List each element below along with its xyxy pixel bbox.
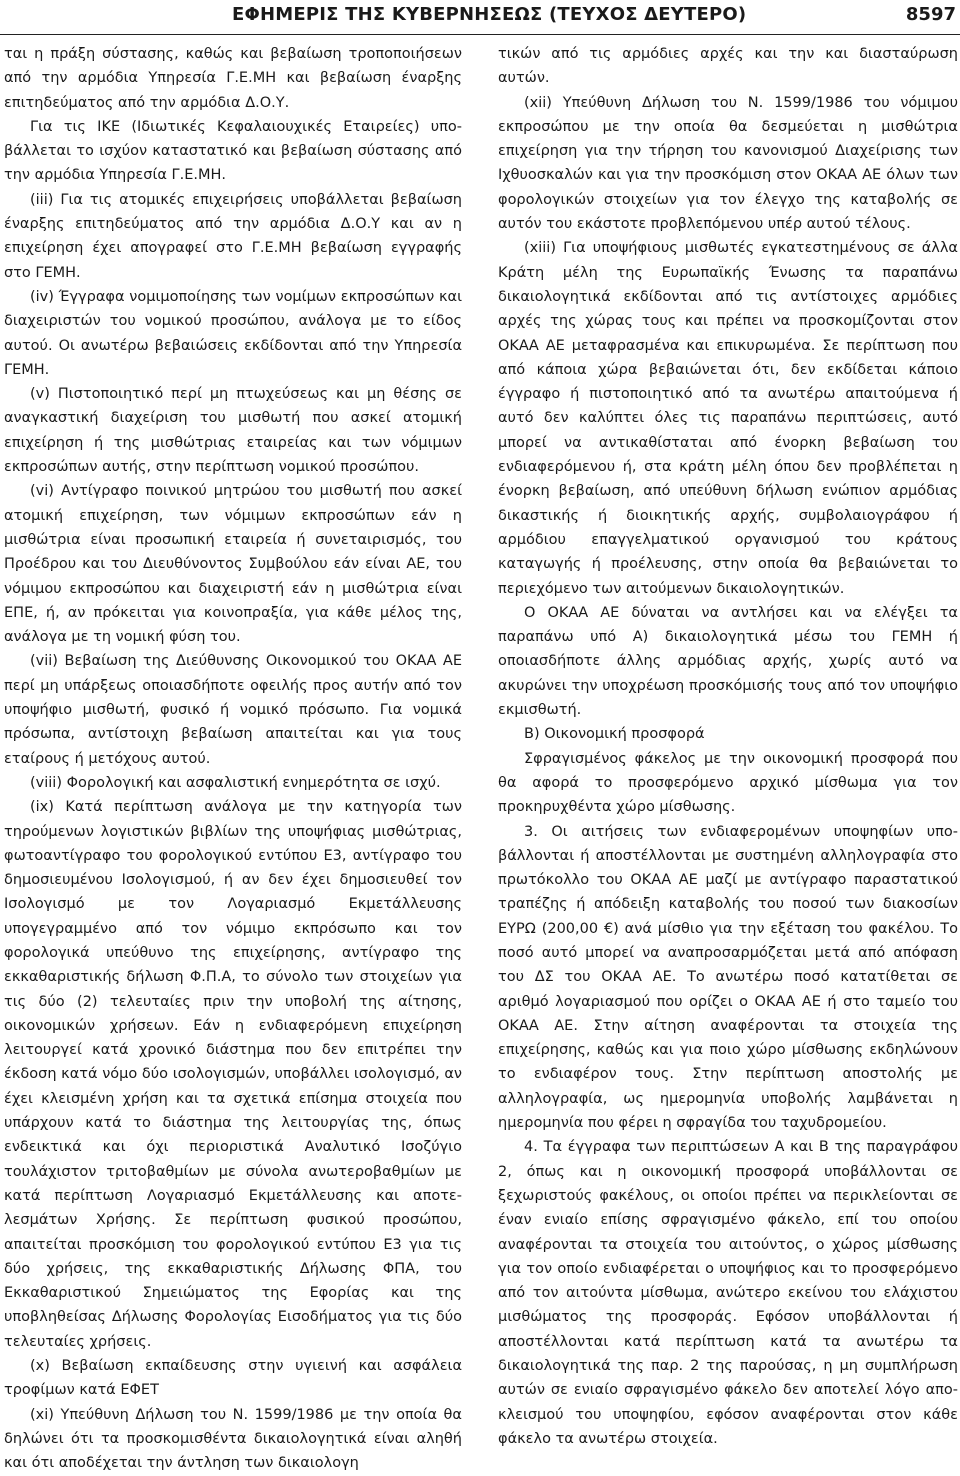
paragraph: 4. Τα έγγραφα των περιπτώσεων Α και Β της παραγράφου 2, όπως και η οικονομική προσφορά υποβάλλονται σε ξεχωριστούς φακέλους, οι οποίοι πρέπει να περικλείονται σε έναν ενιαίο επίσης σφραγισμένο φάκελο, επί του οποίου αναφέρονται τα στοιχεία του αιτούντος, ο χώρος μίσθωσης για τον οποίο ενδιαφέρεται ο υποψήφιος και το προσφερόμενο από τον αιτούντα μίσθωμα, ανώτερο εκείνου του ελάχιστου μισθώματος της προσφοράς. Εφόσον υποβάλλονται ή αποστέλλονται κατά περίπτωση κατά τα ανωτέρω τα δικαιολογητικά της παρ. 2 της παρούσας, η μη συμπλήρωση αυτών σε ενιαίο σφραγισμένο φάκελο δεν αποτελεί λόγο αποκλεισμού του υποψηφίου, εφόσον αναφέρονται στον κάθε φάκελο τα ανωτέρω στοιχεία. xyxy=(498,1139,958,1447)
paragraph: (x) Βεβαίωση εκπαίδευσης στην υγιεινή και ασφάλεια τροφίμων κατά ΕΦΕΤ xyxy=(4,1358,462,1399)
paragraph: (iv) Έγγραφα νομιμοποίησης των νομίμων εκπροσώπων και διαχειριστών του νομικού προσώπου, ανάλογα με το είδος αυτού. Οι ανωτέρω βεβαιώσεις εκδίδονται από την Υπηρεσία ΓΕΜΗ. xyxy=(4,288,462,378)
paragraph: Για τις ΙΚΕ (Ιδιωτικές Κεφαλαιουχικές Εταιρείες) υποβάλλεται το ισχύον καταστατικό και βεβαίωση σύστασης από την αρμόδια Υπηρεσία Γ.Ε.ΜΗ. xyxy=(4,118,462,184)
header-divider xyxy=(0,34,960,35)
paragraph: (v) Πιστοποιητικό περί μη πτωχεύσεως και μη θέσης σε αναγκαστική διαχείριση του μισθωτή που ασκεί ατομική επιχείρηση ή της μισθώτριας εταιρείας και των νόμιμων εκπροσώπων αυτής, στην περίπτωση νομικού προσώπου. xyxy=(4,386,462,476)
paragraph: (ix) Κατά περίπτωση ανάλογα με την κατηγορία των τηρούμενων λογιστικών βιβλίων της υποψήφιας μισθώτριας, φωτοαντίγραφο του φορολογικού εντύπου Ε3, αντίγραφο του δημοσιευμένου Ισολογισμού, ή αν δεν έχει δημοσιευθεί τον Ισολογισμό με τον Λογαριασμό Εκμετάλλευσης υπογεγραμμένο από τον νόμιμο εκπρόσωπο και τον φορολογικά υπεύθυνο της επιχείρησης, αντίγραφο της εκκαθαριστικής δήλωση Φ.Π.Α, το σύνολο των στοιχείων για τις δύο (2) τελευταίες πριν την υποβολή της αίτησης, οικονομικών χρήσεων. Εάν η ενδιαφερόμενη επιχείρηση λειτουργεί κατά χρονικό διάστημα που δεν επιτρέπει την έκδοση κατά νόμο δύο ισολογισμών, υποβάλλει ισολογισμό, αν έχει κλεισμένη χρήση και τα σχετικά επίσημα στοιχεία που υπάρχουν κατά το διάστημα της λειτουργίας της, όπως ενδεικτικά και όχι περιοριστικά Αναλυτικό Ισοζύγιο τουλάχιστον τριτοβαθμίων με σύνολα ανωτεροβαθμίων με κατά περίπτωση Λογαριασμό Εκμετάλλευσης και αποτελεσμάτων Χρήσης. Σε περίπτωση φυσικού προσώπου, απαιτείται προσκόμιση του φορολογικού εντύπου Ε3 για τις δύο χρήσεις, της εκκαθαριστικής Δήλωσης ΦΠΑ, του Εκκαθαριστικού Σημειώματος της Εφορίας και της υποβληθείσας Δήλωσης Φορολογίας Εισοδήματος για τις δύο τελευταίες χρήσεις. xyxy=(4,799,462,1350)
paragraph: Ο ΟΚΑΑ ΑΕ δύναται να αντλήσει και να ελέγξει τα παραπάνω υπό Α) δικαιολογητικά μέσω του ΓΕΜΗ ή οποιασδήποτε άλλης αρμόδιας αρχής, χωρίς αυτό να ακυρώνει την υποχρέωση προσκόμισής τους από τον υποψήφιο εκμισθωτή. xyxy=(498,604,958,719)
section-heading: Β) Οικονομική προσφορά xyxy=(524,726,705,743)
paragraph: (xii) Υπεύθυνη Δήλωση του Ν. 1599/1986 του νόμιμου εκπροσώπου με την οποία θα δεσμεύεται η μισθώτρια επιχείρηση για την τήρηση του κανονισμού Διαχείρισης των Ιχθυοσκαλών και για την προσκόμιση στον ΟΚΑΑ ΑΕ όλων των φορολογικών στοιχείων για τον έλεγχο της καταβολής σε αυτόν του εκάστοτε προβλεπόμενου υπέρ αυτού τέλους. xyxy=(498,94,958,233)
left-column xyxy=(4,42,462,1476)
paragraph: ται η πράξη σύστασης, καθώς και βεβαίωση τροποποιήσεων από την αρμόδια Υπηρεσία Γ.Ε.ΜΗ και βεβαίωση έναρξης επιτηδεύματος από την αρμόδια Δ.Ο.Υ. xyxy=(4,46,462,111)
paragraph: (vi) Αντίγραφο ποινικού μητρώου του μισθωτή που ασκεί ατομική επιχείρηση, των νόμιμων εκπροσώπων εάν η μισθώτρια είναι προσωπική εταιρεία ή συνεταιρισμός, του Προέδρου και του Διευθύνοντος Συμβούλου εάν είναι ΑΕ, του νόμιμου εκπροσώπου και διαχειριστή εάν η μισθώτρια είναι ΕΠΕ, ή, αν πρόκειται για κοινοπραξία, για κάθε μέλος της, ανάλογα με τη νομική φύση του. xyxy=(4,483,462,646)
paragraph: Σφραγισμένος φάκελος με την οικονομική προσφορά που θα αφορά το προσφερόμενο αρχικό μίσθωμα για τον προκηρυχθέντα χώρο μίσθωσης. xyxy=(498,750,958,816)
gazette-title: ΕΦΗΜΕΡΙΣ ΤΗΣ ΚΥΒΕΡΝΗΣΕΩΣ (ΤΕΥΧΟΣ ΔΕΥΤΕΡΟ) xyxy=(232,4,747,25)
page-number: 8597 xyxy=(905,4,956,25)
paragraph: (xiii) Για υποψήφιους μισθωτές εγκατεστημένους σε άλλα Κράτη μέλη της Ευρωπαϊκής Ένωσης τα παραπάνω δικαιολογητικά εκδίδονται από τις αντίστοιχες αρμόδιες αρχές της χώρας τους και πρέπει να προσκομίζονται στον ΟΚΑΑ ΑΕ μεταφρασμένα και επικυρωμένα. Σε περίπτωση που από κάποια χώρα βεβαιώνεται ότι, δεν εκδίδεται κάποιο έγγραφο ή πιστοποιητικό από τα ανωτέρω απαιτούμενα ή αυτό δεν καλύπτει όλες τις παραπάνω περιπτώσεις, αυτό μπορεί να αντικαθίσταται από ένορκη βεβαίωση του ενδιαφερόμενου ή, στα κράτη μέλη όπου δεν προβλέπεται η ένορκη βεβαίωση, από υπεύθυνη δήλωση ενώπιον αρμόδιας δικαστικής ή διοικητικής αρχής, συμβολαιογράφου ή αρμόδιου επαγγελματικού οργανισμού του κράτους καταγωγής ή προέλευσης, στην οποία θα βεβαιώνεται το περιεχόμενο των αιτούμενων δικαιολογητικών. xyxy=(498,240,958,597)
page-header xyxy=(0,0,960,38)
paragraph: (viii) Φορολογική και ασφαλιστική ενημερότητα σε ισχύ. xyxy=(30,774,441,791)
paragraph: (iii) Για τις ατομικές επιχειρήσεις υποβάλλεται βεβαίωση έναρξης επιτηδεύματος από την αρμόδια Δ.Ο.Υ και αν η επιχείρηση έχει απογραφεί στο Γ.Ε.ΜΗ βεβαίωση εγγραφής στο ΓΕΜΗ. xyxy=(4,191,462,281)
paragraph: (xi) Υπεύθυνη Δήλωση του Ν. 1599/1986 με την οποία θα δηλώνει ότι τα προσκομισθέντα δικαιολογητικά είναι αληθή και ότι αποδέχεται την άντληση των δικαιολογη xyxy=(4,1406,462,1472)
paragraph: τικών από τις αρμόδιες αρχές και την και διασταύρωση αυτών. xyxy=(498,46,958,87)
paragraph: 3. Οι αιτήσεις των ενδιαφερομένων υποψηφίων υποβάλλονται ή αποστέλλονται με συστημένη αλληλογραφία στο πρωτόκολλο του ΟΚΑΑ ΑΕ μαζί με αντίγραφο παραστατικού τραπέζης ή απόδειξη καταβολής του ποσού των διακοσίων ΕΥΡΩ (200,00 €) ανά μίσθιο για την εξέταση του φακέλου. Το ποσό αυτό μπορεί να αναπροσαρμόζεται μετά από απόφαση του ΔΣ του ΟΚΑΑ ΑΕ. Το ανωτέρω ποσό κατατίθεται σε αριθμό λογαριασμού που ορίζει ο ΟΚΑΑ ΑΕ ή στο ταμείο του ΟΚΑΑ ΑΕ. Στην αίτηση αναφέρονται τα στοιχεία της επιχείρησης, καθώς και για ποιο χώρο μίσθωσης εκδηλώνουν το ενδιαφέρον τους. Στην περίπτωση αποστολής με αλληλογραφία, ως ημερομηνία υποβολής λαμβάνεται η ημερομηνία που φέρει η σφραγίδα του ταχυδρομείου. xyxy=(498,823,958,1132)
paragraph: (vii) Βεβαίωση της Διεύθυνσης Οικονομικού του ΟΚΑΑ ΑΕ περί μη υπάρξεως οποιασδήποτε οφειλής προς αυτήν από τον υποψήφιο μισθωτή, φυσικό ή νομικό πρόσωπο. Για νομικά πρόσωπα, αντίστοιχη βεβαίωση απαιτείται και για τους εταίρους ή μετόχους αυτού. xyxy=(4,653,462,767)
right-column xyxy=(498,42,958,1451)
